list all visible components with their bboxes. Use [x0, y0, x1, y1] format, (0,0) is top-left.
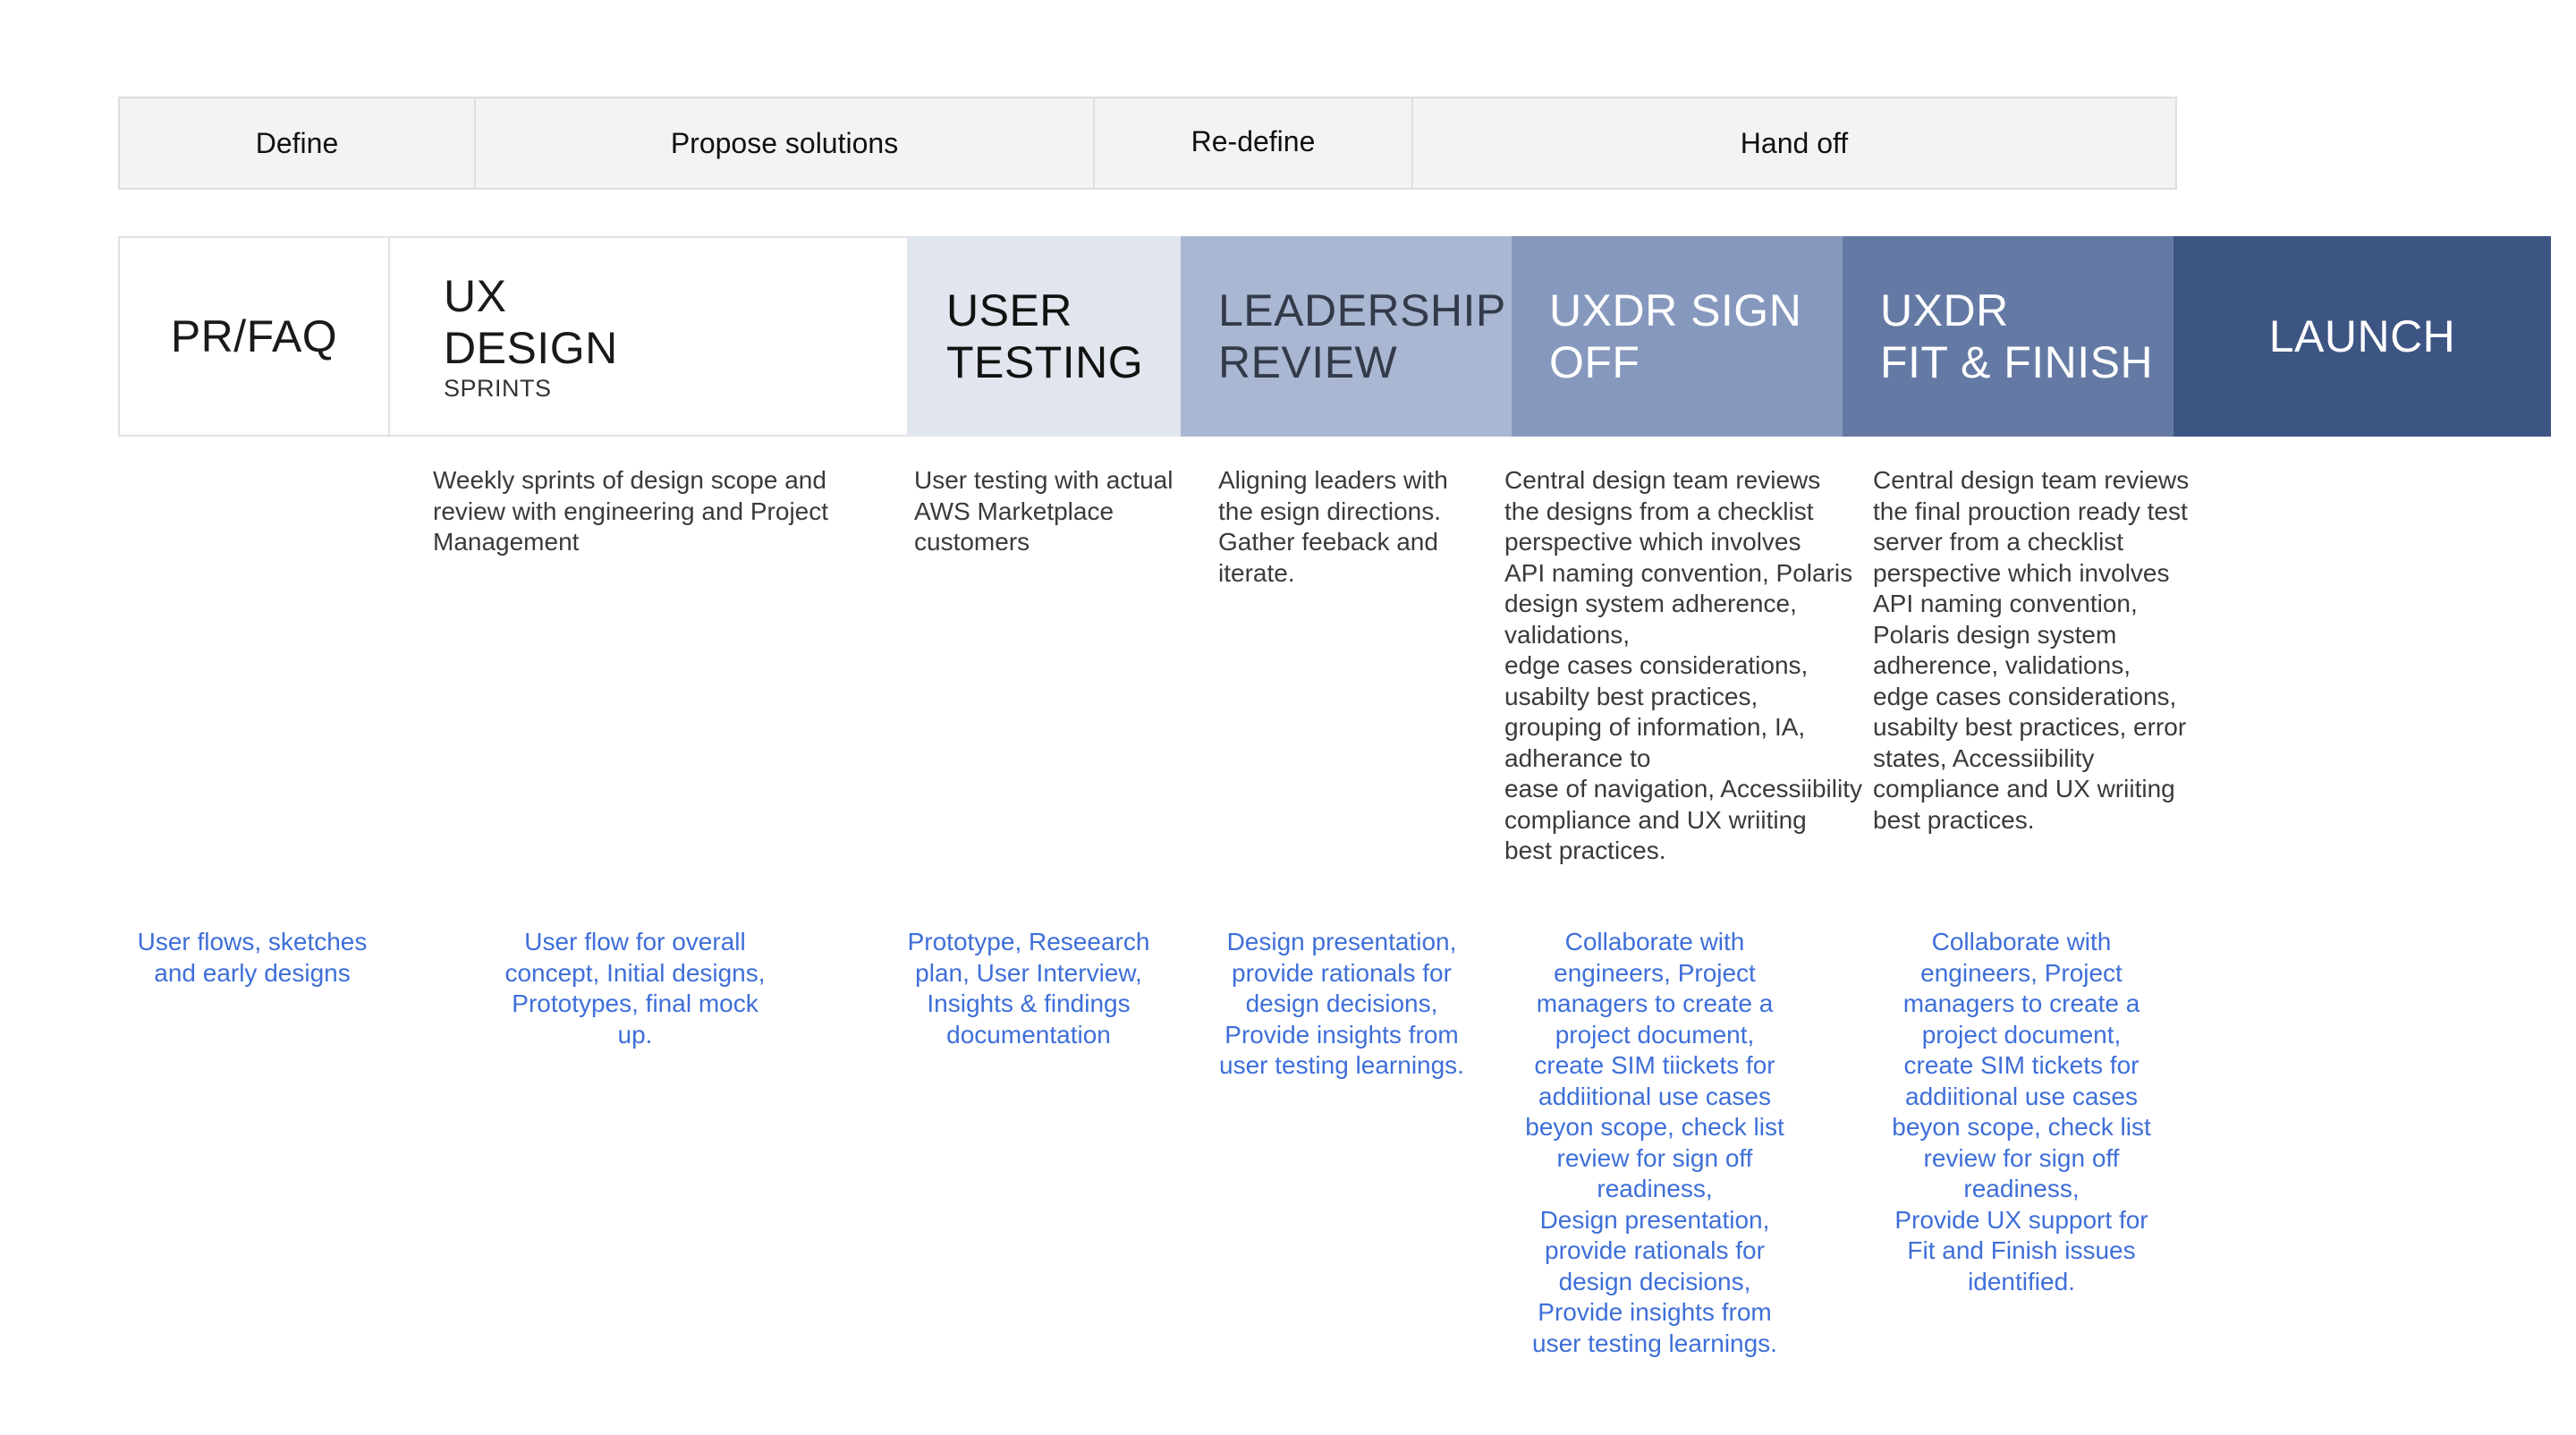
deliverable-leadership-review: Design presentation, provide rationals for design decisions, Provide insights from user testing learnings. — [1219, 928, 1464, 1079]
stage-launch — [2174, 236, 2551, 437]
description-ux-design: Weekly sprints of design scope and review with engineering and Project Management — [433, 466, 829, 556]
stage-title: USER TESTING — [946, 285, 1144, 387]
stage-user-testing — [907, 236, 1181, 437]
deliverable-uxdr-fit-finish: Collaborate with engineers, Project managers to create a project document, create SIM tickets for addiitional use cases beyon scope, check list review for sign off readiness, Provide UX support for Fit and Finish issues identified. — [1892, 928, 2151, 1295]
stage-ux-design — [388, 236, 909, 437]
stage-title: UXDR SIGN OFF — [1549, 285, 1802, 387]
stage-subtitle: SPRINTS — [444, 375, 552, 402]
phase-hand-off: Hand off — [1740, 126, 1849, 159]
phase-define: Define — [120, 98, 476, 188]
stage-row — [118, 236, 2551, 437]
deliverable-user-testing: Prototype, Reseearch plan, User Interview, Insights & findings documentation — [907, 928, 1150, 1049]
description-leadership-review: Aligning leaders with the esign directions. Gather feeback and iterate. — [1218, 466, 1448, 587]
description-user-testing: User testing with actual AWS Marketplace customers — [914, 466, 1174, 556]
deliverable-ux-design: User flow for overall concept, Initial designs, Prototypes, final mock up. — [504, 928, 766, 1049]
stage-title: LEADERSHIP REVIEW — [1218, 285, 1506, 387]
deliverable-prfaq: User flows, sketches and early designs — [137, 928, 368, 987]
stage-title: UX DESIGN — [444, 271, 618, 373]
stage-uxdr-sign-off — [1512, 236, 1843, 437]
description-uxdr-fit-finish: Central design team reviews the final prouction ready test server from a checklist perspective which involves API naming convention, Polaris design system adherence, validations, edge cases considerations, usabilty best practices, error states, Accessiibility compliance and UX wriiting best practices. — [1873, 466, 2190, 834]
stage-prfaq — [118, 236, 388, 437]
stage-leadership-review — [1181, 236, 1512, 437]
phase-bar — [118, 97, 2177, 190]
stage-title: LAUNCH — [2268, 311, 2456, 361]
phase-re-define: Re-define — [1095, 98, 1413, 188]
stage-uxdr-fit-finish — [1843, 236, 2174, 437]
stage-title: PR/FAQ — [170, 311, 338, 361]
description-uxdr-sign-off: Central design team reviews the designs from a checklist perspective which involves API naming convention, Polaris design system adherence, validations, edge cases considerations, usabilty best practices, grouping of information, IA, adherance to ease of navigation, Accessiibility compliance and UX wriiting best practices. — [1504, 466, 1862, 864]
deliverable-uxdr-sign-off: Collaborate with engineers, Project managers to create a project document, create SIM tiickets for addiitional use cases beyon scope, check list review for sign off readiness, Design presentation, provide rationals for design decisions, Provide insights from user testing learnings. — [1525, 928, 1784, 1357]
phase-propose-solutions: Propose solutions — [476, 98, 1095, 188]
stage-title: UXDR FIT & FINISH — [1880, 285, 2154, 387]
